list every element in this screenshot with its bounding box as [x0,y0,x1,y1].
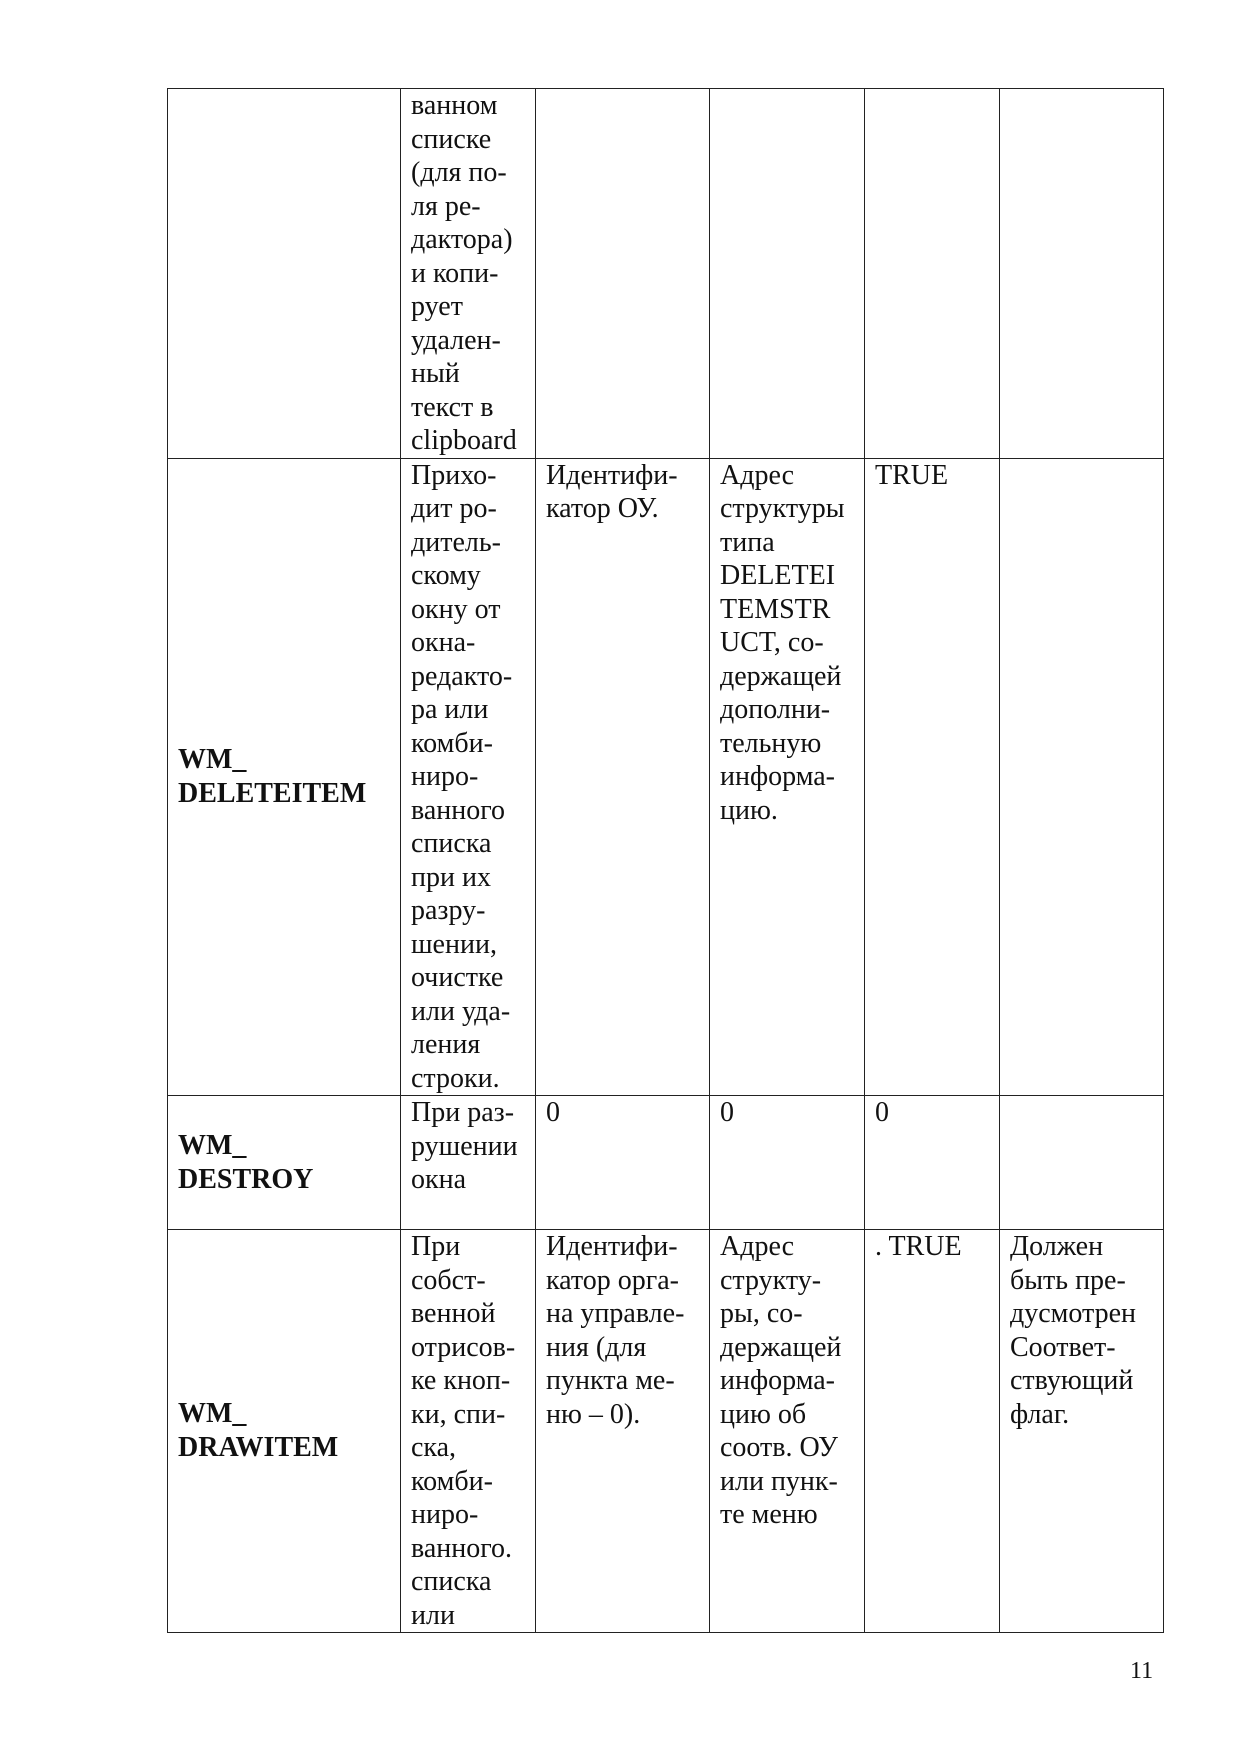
cell-text-line: текст в [411,391,494,423]
cell-text-line: структу- [720,1264,822,1296]
cell-text-line: цию об [720,1398,807,1430]
cell-text-line: информа- [720,1365,835,1396]
cell-text-line: WM_ [178,743,247,775]
page-number: 11 [1130,1658,1154,1684]
cell-text-line: дусмотрен [1010,1298,1137,1329]
cell-text-line: Идентифи- [546,1231,678,1262]
cell-text-line: или [411,1599,455,1631]
table-row [168,89,1164,459]
cell-text-line: пункта ме- [546,1365,675,1396]
cell-text-line: флаг. [1010,1398,1070,1430]
note-cell [1000,89,1164,459]
cell-text-line: Адрес [720,1231,795,1262]
cell-text-line: разру- [411,895,486,926]
cell-text-line: окна- [411,627,476,658]
cell-text-line: быть пре- [1010,1264,1126,1296]
cell-text-line: соотв. ОУ [720,1432,838,1463]
message-name-cell [168,89,401,459]
cell-text-line: (для по- [411,157,507,188]
cell-text-line: скому [411,560,481,591]
cell-text-line: на управле- [546,1298,685,1329]
cell-text-line: окну от [411,593,501,625]
return-value-cell [865,1096,1000,1230]
cell-text-line: дит ро- [411,493,497,524]
wparam-cell [536,458,710,1096]
cell-text-line: держащей [720,1331,842,1363]
cell-text-line: цию. [720,794,778,826]
message-name-cell [168,458,401,1096]
cell-text-line: списка [411,1566,492,1597]
message-name-cell [168,1230,401,1633]
cell-text-line: отрисов- [411,1331,516,1363]
note-cell [1000,1096,1164,1230]
cell-text-line: ры, со- [720,1298,803,1329]
cell-text-line: списке [411,123,492,155]
table-row [168,1230,1164,1633]
message-name-cell [168,1096,401,1230]
cell-text-line: Идентифи- [546,459,678,491]
cell-text-line: 0 [546,1097,560,1128]
cell-text-line: При раз- [411,1097,515,1128]
lparam-cell [710,1096,865,1230]
cell-text-line: DESTROY [178,1163,314,1195]
cell-text-line: информа- [720,761,835,792]
cell-text-line: TRUE [875,459,949,491]
cell-text-line: рушении [411,1130,518,1162]
cell-text-line: списка [411,828,492,859]
cell-text-line: ке кноп- [411,1365,511,1396]
return-value-cell [865,1230,1000,1633]
cell-text-line: катор ОУ. [546,493,659,524]
cell-text-line: 0 [720,1097,734,1128]
table-row [168,458,1164,1096]
return-value-cell [865,89,1000,459]
cell-text-line: ления [411,1029,481,1060]
cell-text-line: очистке [411,962,504,993]
cell-text-line: или уда- [411,995,511,1027]
cell-text-line: ванного. [411,1532,513,1564]
lparam-cell [710,1230,865,1633]
cell-text-line: ниро- [411,761,479,792]
cell-text-line: WM_ [178,1129,247,1161]
wparam-cell [536,1230,710,1633]
cell-text-line: ный [411,358,460,389]
cell-text-line: 0 [875,1097,889,1128]
description-cell [401,89,536,459]
cell-text-line: комби- [411,727,493,759]
message-table-container [167,88,1164,1633]
cell-text-line: удален- [411,324,501,356]
cell-text-line: ниро- [411,1499,479,1530]
cell-text-line: ки, спи- [411,1398,506,1430]
lparam-cell [710,458,865,1096]
cell-text-line: окна [411,1164,467,1195]
note-cell [1000,458,1164,1096]
cell-text-line: собст- [411,1264,486,1296]
cell-text-line: Адрес [720,459,795,491]
cell-text-line: рует [411,291,463,322]
wparam-cell [536,89,710,459]
description-cell [401,1230,536,1633]
cell-text-line: ра или [411,694,489,725]
cell-text-line: Соответ- [1010,1331,1116,1363]
cell-text-line: шении, [411,928,497,960]
cell-text-line: держащей [720,660,842,692]
cell-text-line: DELETEI [720,560,836,591]
cell-text-line: WM_ [178,1398,247,1429]
cell-text-line: редакто- [411,660,513,692]
cell-text-line: ванного [411,794,506,826]
cell-text-line: DELETEITEM [178,777,367,809]
table-body [168,89,1164,1633]
description-cell [401,458,536,1096]
message-table [167,88,1164,1633]
note-cell [1000,1230,1164,1633]
cell-text-line: UCT, со- [720,627,824,658]
description-cell [401,1096,536,1230]
cell-text-line: комби- [411,1465,493,1497]
cell-text-line: венной [411,1298,496,1329]
cell-text-line: ванном [411,90,498,121]
cell-text-line: ния (для [546,1331,647,1363]
cell-text-line: дитель- [411,526,501,558]
cell-text-line: типа [720,526,775,558]
cell-text-line: строки. [411,1062,500,1094]
cell-text-line: . TRUE [875,1231,962,1262]
return-value-cell [865,458,1000,1096]
cell-text-line: ню – 0). [546,1398,641,1430]
cell-text-line: катор орга- [546,1264,679,1296]
cell-text-line: ствующий [1010,1365,1134,1396]
cell-text-line: те меню [720,1499,818,1530]
cell-text-line: или пунк- [720,1465,838,1497]
cell-text-line: и копи- [411,257,499,289]
cell-text-line: ля ре- [411,190,481,222]
lparam-cell [710,89,865,459]
table-row [168,1096,1164,1230]
cell-text-line: TEMSTR [720,593,831,625]
cell-text-line: дополни- [720,694,831,725]
cell-text-line: При [411,1231,461,1262]
wparam-cell [536,1096,710,1230]
cell-text-line: дактора) [411,224,513,255]
cell-text-line: Прихо- [411,459,497,491]
cell-text-line: тельную [720,727,822,759]
cell-text-line: ска, [411,1432,457,1463]
cell-text-line: структуры [720,493,845,524]
cell-text-line: Должен [1010,1231,1104,1262]
cell-text-line: при их [411,861,491,893]
cell-text-line: DRAWITEM [178,1432,339,1463]
cell-text-line: clipboard [411,425,517,456]
